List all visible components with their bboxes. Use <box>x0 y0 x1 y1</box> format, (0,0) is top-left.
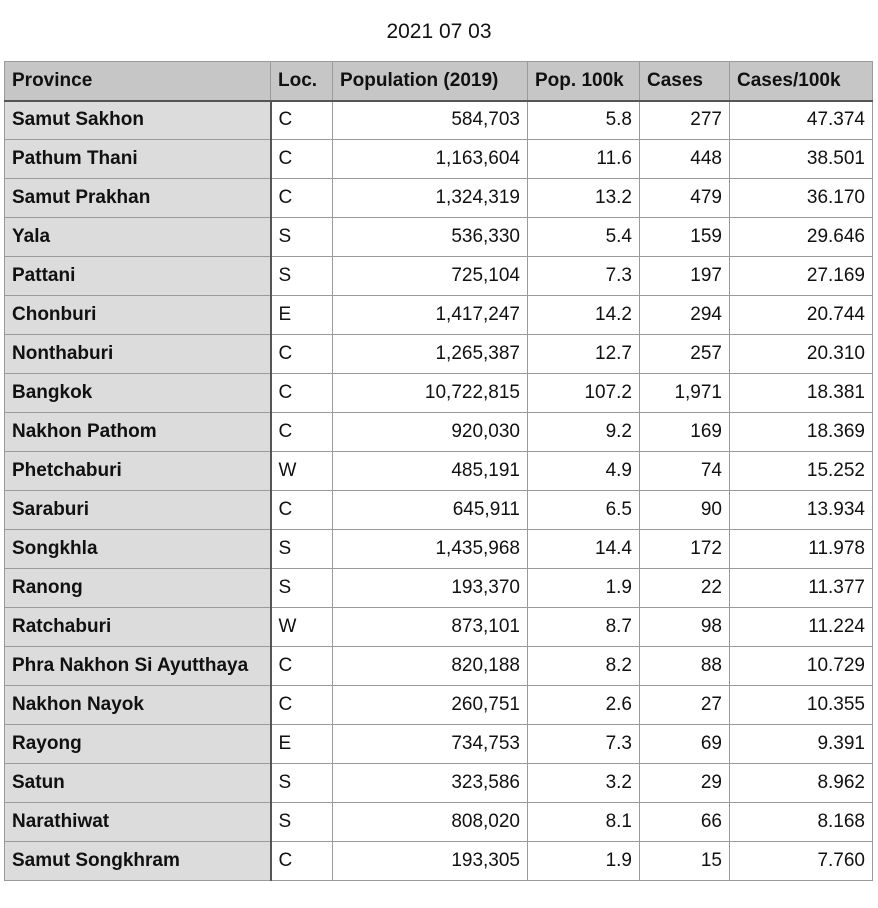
cell-cases: 479 <box>640 179 730 218</box>
cell-cases: 294 <box>640 296 730 335</box>
table-header-row <box>5 62 873 101</box>
cell-loc: S <box>271 218 333 257</box>
cell-cases-per-100k: 10.729 <box>730 647 873 686</box>
table-row <box>5 374 873 413</box>
cell-pop-100k: 107.2 <box>528 374 640 413</box>
cell-loc: C <box>271 686 333 725</box>
cell-cases-per-100k: 11.377 <box>730 569 873 608</box>
cell-population: 734,753 <box>333 725 528 764</box>
cell-province: Phetchaburi <box>5 452 271 491</box>
cell-loc: W <box>271 452 333 491</box>
cell-cases-per-100k: 18.369 <box>730 413 873 452</box>
cell-pop-100k: 12.7 <box>528 335 640 374</box>
cell-cases-per-100k: 18.381 <box>730 374 873 413</box>
cell-population: 1,163,604 <box>333 140 528 179</box>
cell-population: 536,330 <box>333 218 528 257</box>
cell-population: 1,324,319 <box>333 179 528 218</box>
table-row <box>5 725 873 764</box>
cell-province: Samut Sakhon <box>5 101 271 140</box>
cell-cases: 74 <box>640 452 730 491</box>
cell-cases-per-100k: 9.391 <box>730 725 873 764</box>
cell-cases: 90 <box>640 491 730 530</box>
cell-population: 808,020 <box>333 803 528 842</box>
cell-loc: S <box>271 803 333 842</box>
cell-pop-100k: 8.1 <box>528 803 640 842</box>
cell-pop-100k: 2.6 <box>528 686 640 725</box>
table-row <box>5 257 873 296</box>
cell-province: Pathum Thani <box>5 140 271 179</box>
cell-loc: C <box>271 179 333 218</box>
cell-cases-per-100k: 20.744 <box>730 296 873 335</box>
cell-cases-per-100k: 13.934 <box>730 491 873 530</box>
cell-pop-100k: 1.9 <box>528 569 640 608</box>
cell-cases: 448 <box>640 140 730 179</box>
cell-province: Yala <box>5 218 271 257</box>
cell-province: Nakhon Nayok <box>5 686 271 725</box>
cell-province: Rayong <box>5 725 271 764</box>
cell-population: 820,188 <box>333 647 528 686</box>
cell-pop-100k: 3.2 <box>528 764 640 803</box>
table-row <box>5 842 873 881</box>
table-row <box>5 101 873 140</box>
cell-loc: C <box>271 842 333 881</box>
cell-loc: C <box>271 140 333 179</box>
cell-province: Nakhon Pathom <box>5 413 271 452</box>
cell-loc: C <box>271 101 333 140</box>
cell-pop-100k: 1.9 <box>528 842 640 881</box>
cell-cases: 15 <box>640 842 730 881</box>
cell-cases-per-100k: 11.978 <box>730 530 873 569</box>
cell-province: Chonburi <box>5 296 271 335</box>
table-body <box>5 101 873 881</box>
cell-loc: S <box>271 569 333 608</box>
cell-loc: S <box>271 764 333 803</box>
cell-population: 485,191 <box>333 452 528 491</box>
table-row <box>5 491 873 530</box>
cell-population: 725,104 <box>333 257 528 296</box>
cell-population: 920,030 <box>333 413 528 452</box>
cell-pop-100k: 4.9 <box>528 452 640 491</box>
cell-province: Saraburi <box>5 491 271 530</box>
cell-population: 323,586 <box>333 764 528 803</box>
cell-cases-per-100k: 36.170 <box>730 179 873 218</box>
cell-province: Pattani <box>5 257 271 296</box>
cell-pop-100k: 11.6 <box>528 140 640 179</box>
cell-cases: 27 <box>640 686 730 725</box>
table-row <box>5 608 873 647</box>
cell-loc: C <box>271 647 333 686</box>
cell-loc: S <box>271 530 333 569</box>
cell-cases: 66 <box>640 803 730 842</box>
cell-province: Samut Prakhan <box>5 179 271 218</box>
table-row <box>5 452 873 491</box>
cell-population: 260,751 <box>333 686 528 725</box>
cell-pop-100k: 5.4 <box>528 218 640 257</box>
cell-cases: 22 <box>640 569 730 608</box>
cell-population: 873,101 <box>333 608 528 647</box>
cell-loc: C <box>271 413 333 452</box>
cell-population: 1,265,387 <box>333 335 528 374</box>
cell-cases: 197 <box>640 257 730 296</box>
cell-pop-100k: 6.5 <box>528 491 640 530</box>
cell-loc: S <box>271 257 333 296</box>
table-row <box>5 803 873 842</box>
cell-pop-100k: 7.3 <box>528 257 640 296</box>
cell-pop-100k: 7.3 <box>528 725 640 764</box>
cell-population: 584,703 <box>333 101 528 140</box>
cell-population: 10,722,815 <box>333 374 528 413</box>
header-province: Province <box>5 62 271 101</box>
table-row <box>5 218 873 257</box>
cell-cases-per-100k: 8.168 <box>730 803 873 842</box>
cell-cases-per-100k: 15.252 <box>730 452 873 491</box>
header-loc: Loc. <box>271 62 333 101</box>
cell-cases: 1,971 <box>640 374 730 413</box>
cell-province: Ranong <box>5 569 271 608</box>
cell-loc: C <box>271 491 333 530</box>
cell-cases: 277 <box>640 101 730 140</box>
cell-pop-100k: 8.7 <box>528 608 640 647</box>
cell-province: Ratchaburi <box>5 608 271 647</box>
cell-cases: 172 <box>640 530 730 569</box>
cell-province: Samut Songkhram <box>5 842 271 881</box>
table-row <box>5 686 873 725</box>
table-row <box>5 569 873 608</box>
cell-population: 193,305 <box>333 842 528 881</box>
table-row <box>5 296 873 335</box>
cell-cases-per-100k: 29.646 <box>730 218 873 257</box>
table-row <box>5 647 873 686</box>
cell-population: 1,417,247 <box>333 296 528 335</box>
cell-cases: 169 <box>640 413 730 452</box>
cell-cases-per-100k: 47.374 <box>730 101 873 140</box>
cell-cases: 98 <box>640 608 730 647</box>
cell-pop-100k: 8.2 <box>528 647 640 686</box>
cell-cases-per-100k: 38.501 <box>730 140 873 179</box>
table-row <box>5 140 873 179</box>
cell-province: Narathiwat <box>5 803 271 842</box>
cell-cases: 29 <box>640 764 730 803</box>
cell-province: Songkhla <box>5 530 271 569</box>
cell-province: Bangkok <box>5 374 271 413</box>
cell-pop-100k: 9.2 <box>528 413 640 452</box>
table-row <box>5 530 873 569</box>
cell-pop-100k: 5.8 <box>528 101 640 140</box>
cell-cases-per-100k: 20.310 <box>730 335 873 374</box>
cell-cases-per-100k: 7.760 <box>730 842 873 881</box>
cell-cases-per-100k: 8.962 <box>730 764 873 803</box>
table-row <box>5 764 873 803</box>
table-row <box>5 413 873 452</box>
cell-cases: 159 <box>640 218 730 257</box>
table-row <box>5 335 873 374</box>
header-population: Population (2019) <box>333 62 528 101</box>
cell-cases: 257 <box>640 335 730 374</box>
header-cases-per-100k: Cases/100k <box>730 62 873 101</box>
cell-population: 193,370 <box>333 569 528 608</box>
cell-cases-per-100k: 10.355 <box>730 686 873 725</box>
cell-loc: C <box>271 335 333 374</box>
cell-cases-per-100k: 27.169 <box>730 257 873 296</box>
page-title: 2021 07 03 <box>386 20 492 43</box>
header-pop-100k: Pop. 100k <box>528 62 640 101</box>
cell-pop-100k: 14.4 <box>528 530 640 569</box>
cell-cases: 69 <box>640 725 730 764</box>
cell-province: Satun <box>5 764 271 803</box>
cell-loc: C <box>271 374 333 413</box>
cell-cases-per-100k: 11.224 <box>730 608 873 647</box>
header-cases: Cases <box>640 62 730 101</box>
cell-population: 645,911 <box>333 491 528 530</box>
cell-loc: E <box>271 296 333 335</box>
cell-loc: E <box>271 725 333 764</box>
cell-pop-100k: 13.2 <box>528 179 640 218</box>
cell-population: 1,435,968 <box>333 530 528 569</box>
province-cases-table <box>4 61 873 881</box>
cell-province: Nonthaburi <box>5 335 271 374</box>
cell-cases: 88 <box>640 647 730 686</box>
cell-pop-100k: 14.2 <box>528 296 640 335</box>
cell-province: Phra Nakhon Si Ayutthaya <box>5 647 271 686</box>
table-row <box>5 179 873 218</box>
cell-loc: W <box>271 608 333 647</box>
